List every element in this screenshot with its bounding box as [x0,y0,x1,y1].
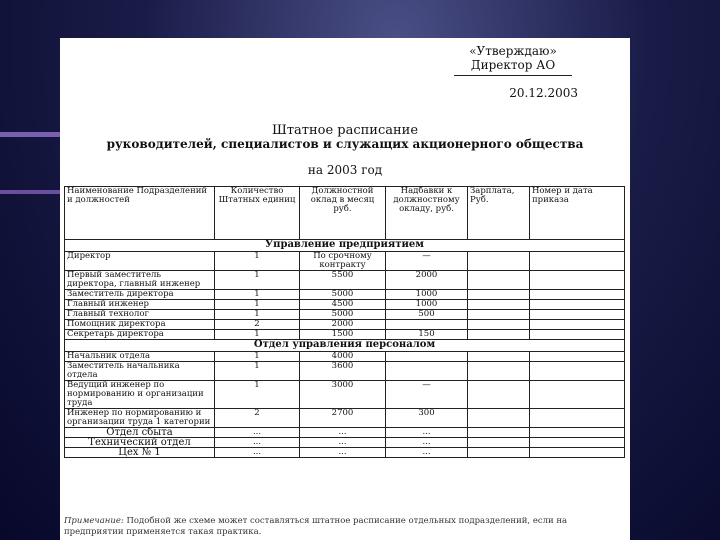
table-row [65,300,625,310]
footnote-label: Примечание: [64,516,124,526]
cell-qty: 1 [215,352,300,362]
table-row [65,320,625,330]
cell-pay [468,352,530,362]
cell-salary: 5000 [300,310,386,320]
table-row [65,352,625,362]
cell-position-name: Секретарь директора [65,330,215,340]
col-header-salary: Должностной оклад в месяц руб. [300,187,386,240]
cell-salary: ... [300,438,386,448]
table-header-row [65,187,625,240]
cell-qty: 2 [215,320,300,330]
col-header-name: Наименование Подразделений и должностей [65,187,215,240]
cell-position-name: Директор [65,252,215,271]
cell-pay [468,300,530,310]
cell-salary: 5500 [300,271,386,290]
cell-bonus: — [386,252,468,271]
cell-position-name: Заместитель директора [65,290,215,300]
table-row [65,252,625,271]
cell-order [530,320,625,330]
cell-bonus: 500 [386,310,468,320]
decor-bar-top [0,132,60,137]
cell-bonus [386,320,468,330]
cell-qty: 1 [215,300,300,310]
decor-bar-bottom [0,190,60,194]
cell-position-name: Ведущий инженер по нормированию и организации труда [65,381,215,409]
cell-qty: 1 [215,271,300,290]
cell-qty: 2 [215,409,300,428]
section-row [65,340,625,352]
cell-qty: 1 [215,310,300,320]
cell-position-name: Главный инженер [65,300,215,310]
cell-order [530,252,625,271]
cell-position-name: Первый заместитель директора, главный инженер [65,271,215,290]
table-row [65,428,625,438]
cell-bonus: 1000 [386,300,468,310]
cell-pay [468,330,530,340]
cell-position-name: Главный технолог [65,310,215,320]
cell-salary: ... [300,428,386,438]
approval-position: Директор АО [470,58,556,72]
cell-bonus: ... [386,438,468,448]
cell-salary: 4000 [300,352,386,362]
table-row [65,438,625,448]
cell-salary: 5000 [300,290,386,300]
cell-salary: 2700 [300,409,386,428]
col-header-order: Номер и дата приказа [530,187,625,240]
table-body [65,240,625,458]
cell-qty: ... [215,438,300,448]
section-title: Отдел управления персоналом [65,340,625,352]
cell-pay [468,448,530,458]
table-row [65,330,625,340]
cell-qty: 1 [215,252,300,271]
cell-qty: 1 [215,330,300,340]
signature-line [454,75,572,76]
cell-bonus [386,352,468,362]
doc-title: Штатное расписание [271,123,419,138]
cell-pay [468,381,530,409]
cell-bonus: ... [386,428,468,438]
cell-position-name: Цех № 1 [65,448,215,458]
cell-pay [468,290,530,300]
cell-order [530,271,625,290]
section-title: Управление предприятием [65,240,625,252]
cell-position-name: Отдел сбыта [65,428,215,438]
cell-salary: 3600 [300,362,386,381]
footnote-text: Подобной же схеме может составляться штатное расписание отдельных подразделений, если на предприятии применяется такая практика. [64,516,568,537]
cell-salary: 3000 [300,381,386,409]
cell-pay [468,310,530,320]
cell-qty: ... [215,448,300,458]
table-row [65,362,625,381]
cell-bonus: 1000 [386,290,468,300]
table-row [65,448,625,458]
cell-order [530,428,625,438]
cell-order [530,362,625,381]
cell-bonus [386,362,468,381]
cell-position-name: Технический отдел [65,438,215,448]
approval-date: 20.12.2003 [509,86,578,100]
cell-salary: 2000 [300,320,386,330]
cell-bonus: 150 [386,330,468,340]
cell-order [530,381,625,409]
staff-table [64,186,625,458]
cell-qty: 1 [215,381,300,409]
cell-pay [468,362,530,381]
table-row [65,381,625,409]
cell-salary: 1500 [300,330,386,340]
cell-qty: 1 [215,290,300,300]
table-row [65,409,625,428]
cell-pay [468,428,530,438]
col-header-bonus: Надбавки к должностному окладу, руб. [386,187,468,240]
doc-subtitle: руководителей, специалистов и служащих акционерного общества [106,137,584,151]
cell-bonus: — [386,381,468,409]
table-row [65,290,625,300]
cell-bonus: 300 [386,409,468,428]
cell-order [530,300,625,310]
cell-order [530,310,625,320]
cell-position-name: Заместитель начальника отдела [65,362,215,381]
cell-position-name: Инженер по нормированию и организации труда 1 категории [65,409,215,428]
cell-bonus: ... [386,448,468,458]
cell-salary: ... [300,448,386,458]
cell-order [530,438,625,448]
cell-qty: 1 [215,362,300,381]
cell-order [530,409,625,428]
cell-salary: По срочному контракту [300,252,386,271]
cell-bonus: 2000 [386,271,468,290]
cell-order [530,290,625,300]
doc-year: на 2003 год [307,163,383,177]
cell-qty: ... [215,428,300,438]
document-page [60,38,630,540]
cell-pay [468,320,530,330]
cell-pay [468,409,530,428]
table-row [65,271,625,290]
cell-pay [468,252,530,271]
cell-order [530,448,625,458]
cell-pay [468,271,530,290]
approval-header: «Утверждаю» [469,44,557,58]
table-row [65,310,625,320]
approval-block [448,44,578,100]
cell-salary: 4500 [300,300,386,310]
col-header-pay: Зарплата, Руб. [468,187,530,240]
cell-order [530,330,625,340]
section-row [65,240,625,252]
footnote [64,516,624,538]
col-header-qty: Количество Штатных единиц [215,187,300,240]
cell-position-name: Помощник директора [65,320,215,330]
cell-order [530,352,625,362]
cell-position-name: Начальник отдела [65,352,215,362]
cell-pay [468,438,530,448]
